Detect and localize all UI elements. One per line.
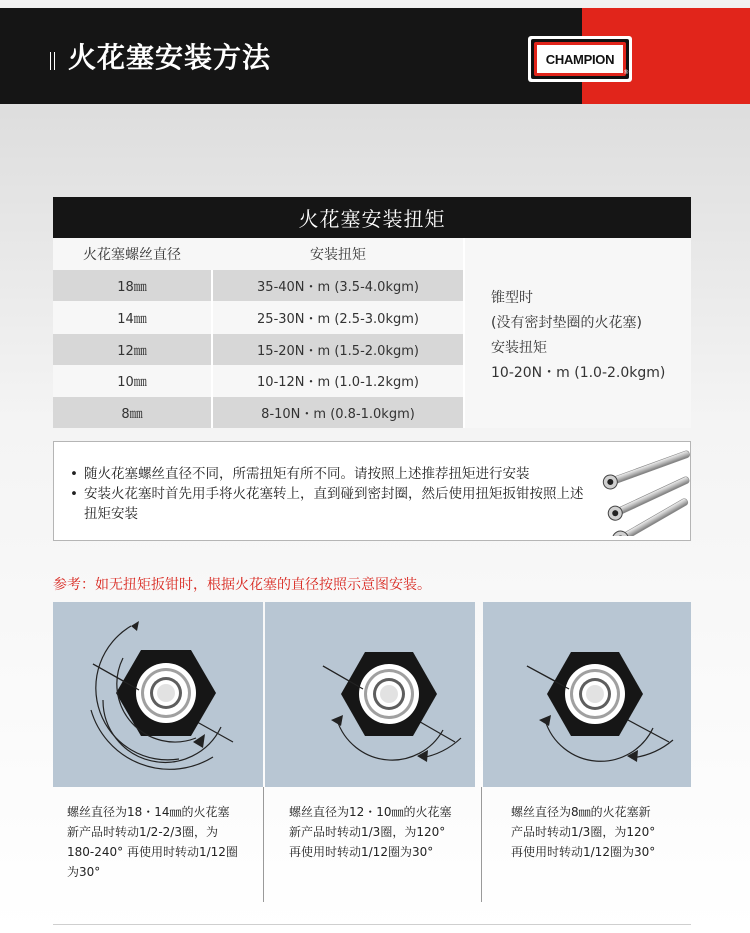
panel-divider [481, 787, 482, 902]
diagram-panel-3 [483, 602, 691, 787]
diagram-panel-2 [265, 602, 475, 787]
caption-line: 螺丝直径为12・10㎜的火花塞 [289, 805, 452, 819]
logo-registered-mark: ® [623, 69, 629, 76]
diagram-panel-1 [53, 602, 263, 787]
torque-cell: 25-30N・m (2.5-3.0kgm) [257, 312, 419, 327]
column-divider [211, 270, 213, 428]
diameter-cell: 8㎜ [121, 407, 143, 422]
torque-cell: 8-10N・m (0.8-1.0kgm) [261, 407, 415, 422]
reference-note: 参考：如无扭矩扳钳时，根据火花塞的直径按照示意图安装。 [53, 577, 431, 593]
diameter-cell: 18㎜ [117, 280, 147, 295]
bottom-rule [53, 924, 691, 925]
caption-line: 新产品时转动1/3圈，为120° [289, 825, 446, 839]
table-row [53, 397, 463, 428]
caption-line: 螺丝直径为8㎜的火花塞新 [511, 805, 651, 819]
cone-type-note [491, 286, 665, 386]
cone-line: 10-20N・m (1.0-2.0kgm) [491, 365, 666, 381]
logo-text: CHAMPION [537, 45, 623, 73]
caption-line: 新产品时转动1/2-2/3圈，为 [67, 825, 218, 839]
diameter-cell: 12㎜ [117, 344, 147, 359]
caption-line: 再使用时转动1/12圈为30° [511, 845, 656, 859]
champion-logo [528, 36, 632, 82]
rotation-diagram [53, 602, 263, 787]
column-header-torque: 安装扭矩 [310, 247, 366, 263]
diagram-caption-2 [289, 802, 452, 862]
diameter-cell: 10㎜ [117, 375, 147, 390]
table-row [53, 365, 463, 396]
table-row [53, 302, 463, 333]
cone-line: 安装扭矩 [491, 340, 547, 356]
column-divider [463, 238, 465, 428]
rotation-diagram [265, 602, 475, 787]
installation-notes [53, 441, 691, 541]
cone-line: 锥型时 [491, 290, 533, 306]
page-title: 火花塞安装方法 [68, 41, 272, 74]
torque-cell: 10-12N・m (1.0-1.2kgm) [257, 375, 419, 390]
table-row [53, 334, 463, 365]
panel-divider [263, 787, 264, 902]
caption-line: 为30° [67, 865, 101, 879]
column-header-diameter: 火花塞螺丝直径 [83, 247, 181, 263]
diameter-cell: 14㎜ [117, 312, 147, 327]
note-item: • 随火花塞螺丝直径不同，所需扭矩有所不同。请按照上述推荐扭矩进行安装 [70, 464, 590, 484]
page-header [0, 8, 750, 104]
table-row [53, 270, 463, 301]
rotation-diagram [483, 602, 691, 787]
caption-line: 180-240° 再使用时转动1/12圈 [67, 845, 238, 859]
torque-cell: 15-20N・m (1.5-2.0kgm) [257, 344, 419, 359]
rotation-diagrams [53, 602, 691, 932]
torque-table [53, 197, 691, 428]
title-marker-icon [50, 52, 56, 70]
diagram-caption-3 [511, 802, 655, 862]
torque-table-title: 火花塞安装扭矩 [53, 197, 691, 238]
caption-line: 产品时转动1/3圈，为120° [511, 825, 656, 839]
caption-line: 螺丝直径为18・14㎜的火花塞 [67, 805, 230, 819]
diagram-caption-1 [67, 802, 238, 882]
torque-cell: 35-40N・m (3.5-4.0kgm) [257, 280, 419, 295]
cone-line: (没有密封垫圈的火花塞) [491, 315, 642, 331]
note-item: • 安装火花塞时首先用手将火花塞转上，直到碰到密封圈，然后使用扭矩扳钳按照上述扭矩安装 [70, 484, 590, 524]
torque-wrench-icon [599, 450, 691, 536]
caption-line: 再使用时转动1/12圈为30° [289, 845, 434, 859]
